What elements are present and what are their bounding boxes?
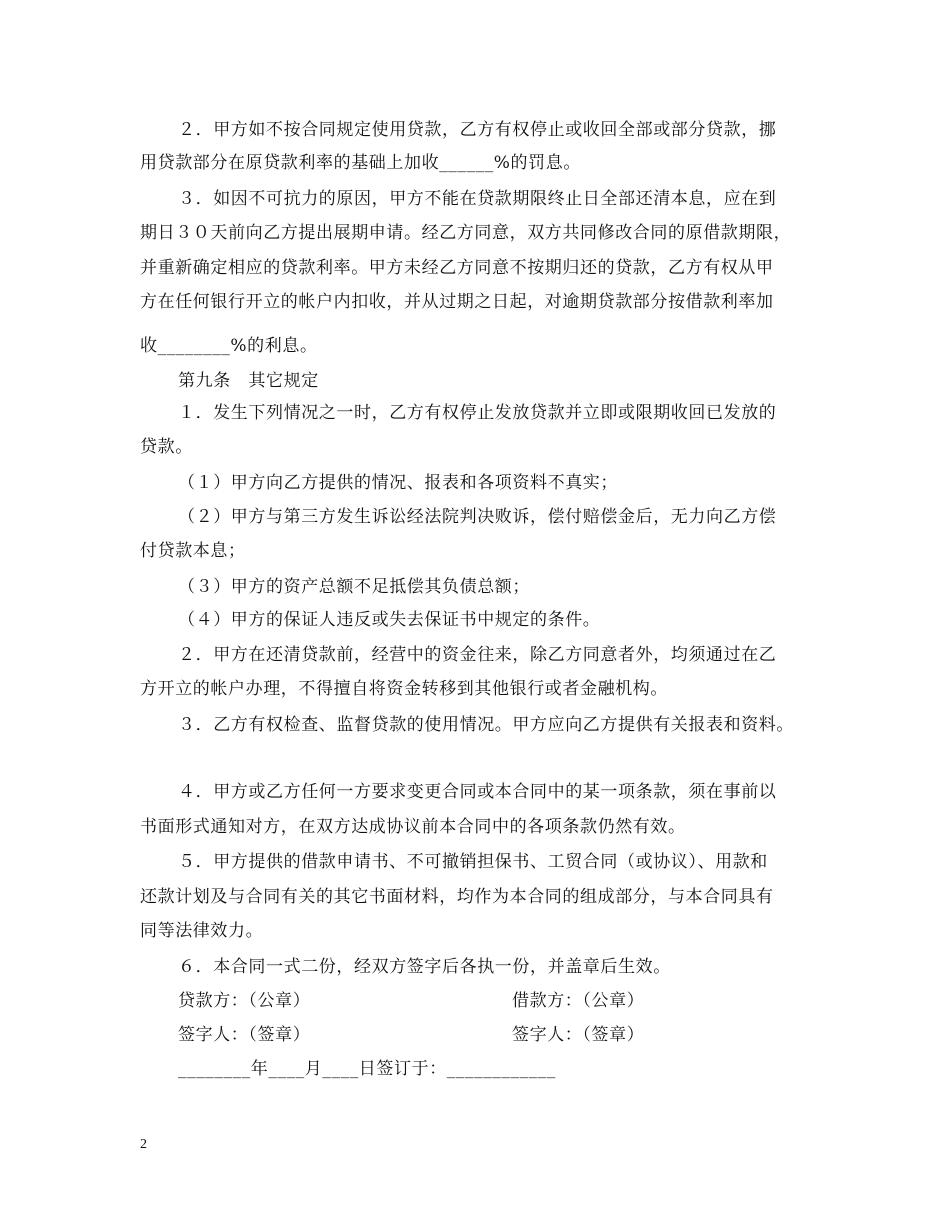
paragraph-line: 方在任何银行开立的帐户内扣收，并从过期之日起，对逾期贷款部分按借款利率加	[140, 292, 774, 312]
lender-seal-label: 贷款方：（公章）	[178, 991, 311, 1011]
paragraph-line: ６．本合同一式二份，经双方签字后各执一份，并盖章后生效。	[178, 957, 671, 977]
paragraph-line: 并重新确定相应的贷款利率。甲方未经乙方同意不按期归还的贷款，乙方有权从甲	[140, 258, 774, 278]
paragraph-line: 方开立的帐户办理，不得擅自将资金转移到其他银行或者金融机构。	[140, 679, 668, 699]
paragraph-line: ２．甲方在还清贷款前，经营中的资金往来，除乙方同意者外，均须通过在乙	[178, 645, 777, 665]
list-item: （３）甲方的资产总额不足抵偿其负债总额；	[178, 577, 530, 597]
paragraph-line: 用贷款部分在原贷款利率的基础上加收______%的罚息。	[140, 153, 581, 173]
paragraph-line: 还款计划及与合同有关的其它书面材料，均作为本合同的组成部分，与本合同具有	[140, 887, 774, 907]
list-item: （２）甲方与第三方发生诉讼经法院判决败诉，偿付赔偿金后，无力向乙方偿	[178, 507, 777, 527]
borrower-seal-label: 借款方：（公章）	[512, 991, 645, 1011]
signing-date-line: ________年____月____日签订于：____________	[178, 1059, 556, 1079]
list-item-continuation: 付贷款本息；	[140, 541, 246, 561]
list-item: （１）甲方向乙方提供的情况、报表和各项资料不真实；	[178, 473, 618, 493]
paragraph-line: １．发生下列情况之一时，乙方有权停止发放贷款并立即或限期收回已发放的	[178, 403, 777, 423]
list-item: （４）甲方的保证人违反或失去保证书中规定的条件。	[178, 610, 601, 630]
paragraph-line: 收________%的利息。	[140, 336, 318, 356]
paragraph-line: ３．乙方有权检查、监督贷款的使用情况。甲方应向乙方提供有关报表和资料。	[178, 715, 794, 735]
paragraph-line: ２．甲方如不按合同规定使用贷款，乙方有权停止或收回全部或部分贷款，挪	[178, 120, 777, 140]
paragraph-line: ５．甲方提供的借款申请书、不可撤销担保书、工贸合同（或协议）、用款和	[178, 852, 768, 872]
paragraph-line: 贷款。	[140, 437, 193, 457]
page-number: 2	[140, 1137, 147, 1152]
paragraph-line: 期日３０天前向乙方提出展期申请。经乙方同意，双方共同修改合同的原借款期限，	[140, 223, 792, 243]
paragraph-line: 书面形式通知对方，在双方达成协议前本合同中的各项条款仍然有效。	[140, 817, 686, 837]
section-heading: 第九条 其它规定	[178, 371, 319, 391]
borrower-signer-label: 签字人：（签章）	[512, 1025, 645, 1045]
paragraph-line: 同等法律效力。	[140, 921, 264, 941]
lender-signer-label: 签字人：（签章）	[178, 1025, 311, 1045]
paragraph-line: ３．如因不可抗力的原因，甲方不能在贷款期限终止日全部还清本息，应在到	[178, 189, 777, 209]
paragraph-line: ４．甲方或乙方任何一方要求变更合同或本合同中的某一项条款，须在事前以	[178, 782, 777, 802]
